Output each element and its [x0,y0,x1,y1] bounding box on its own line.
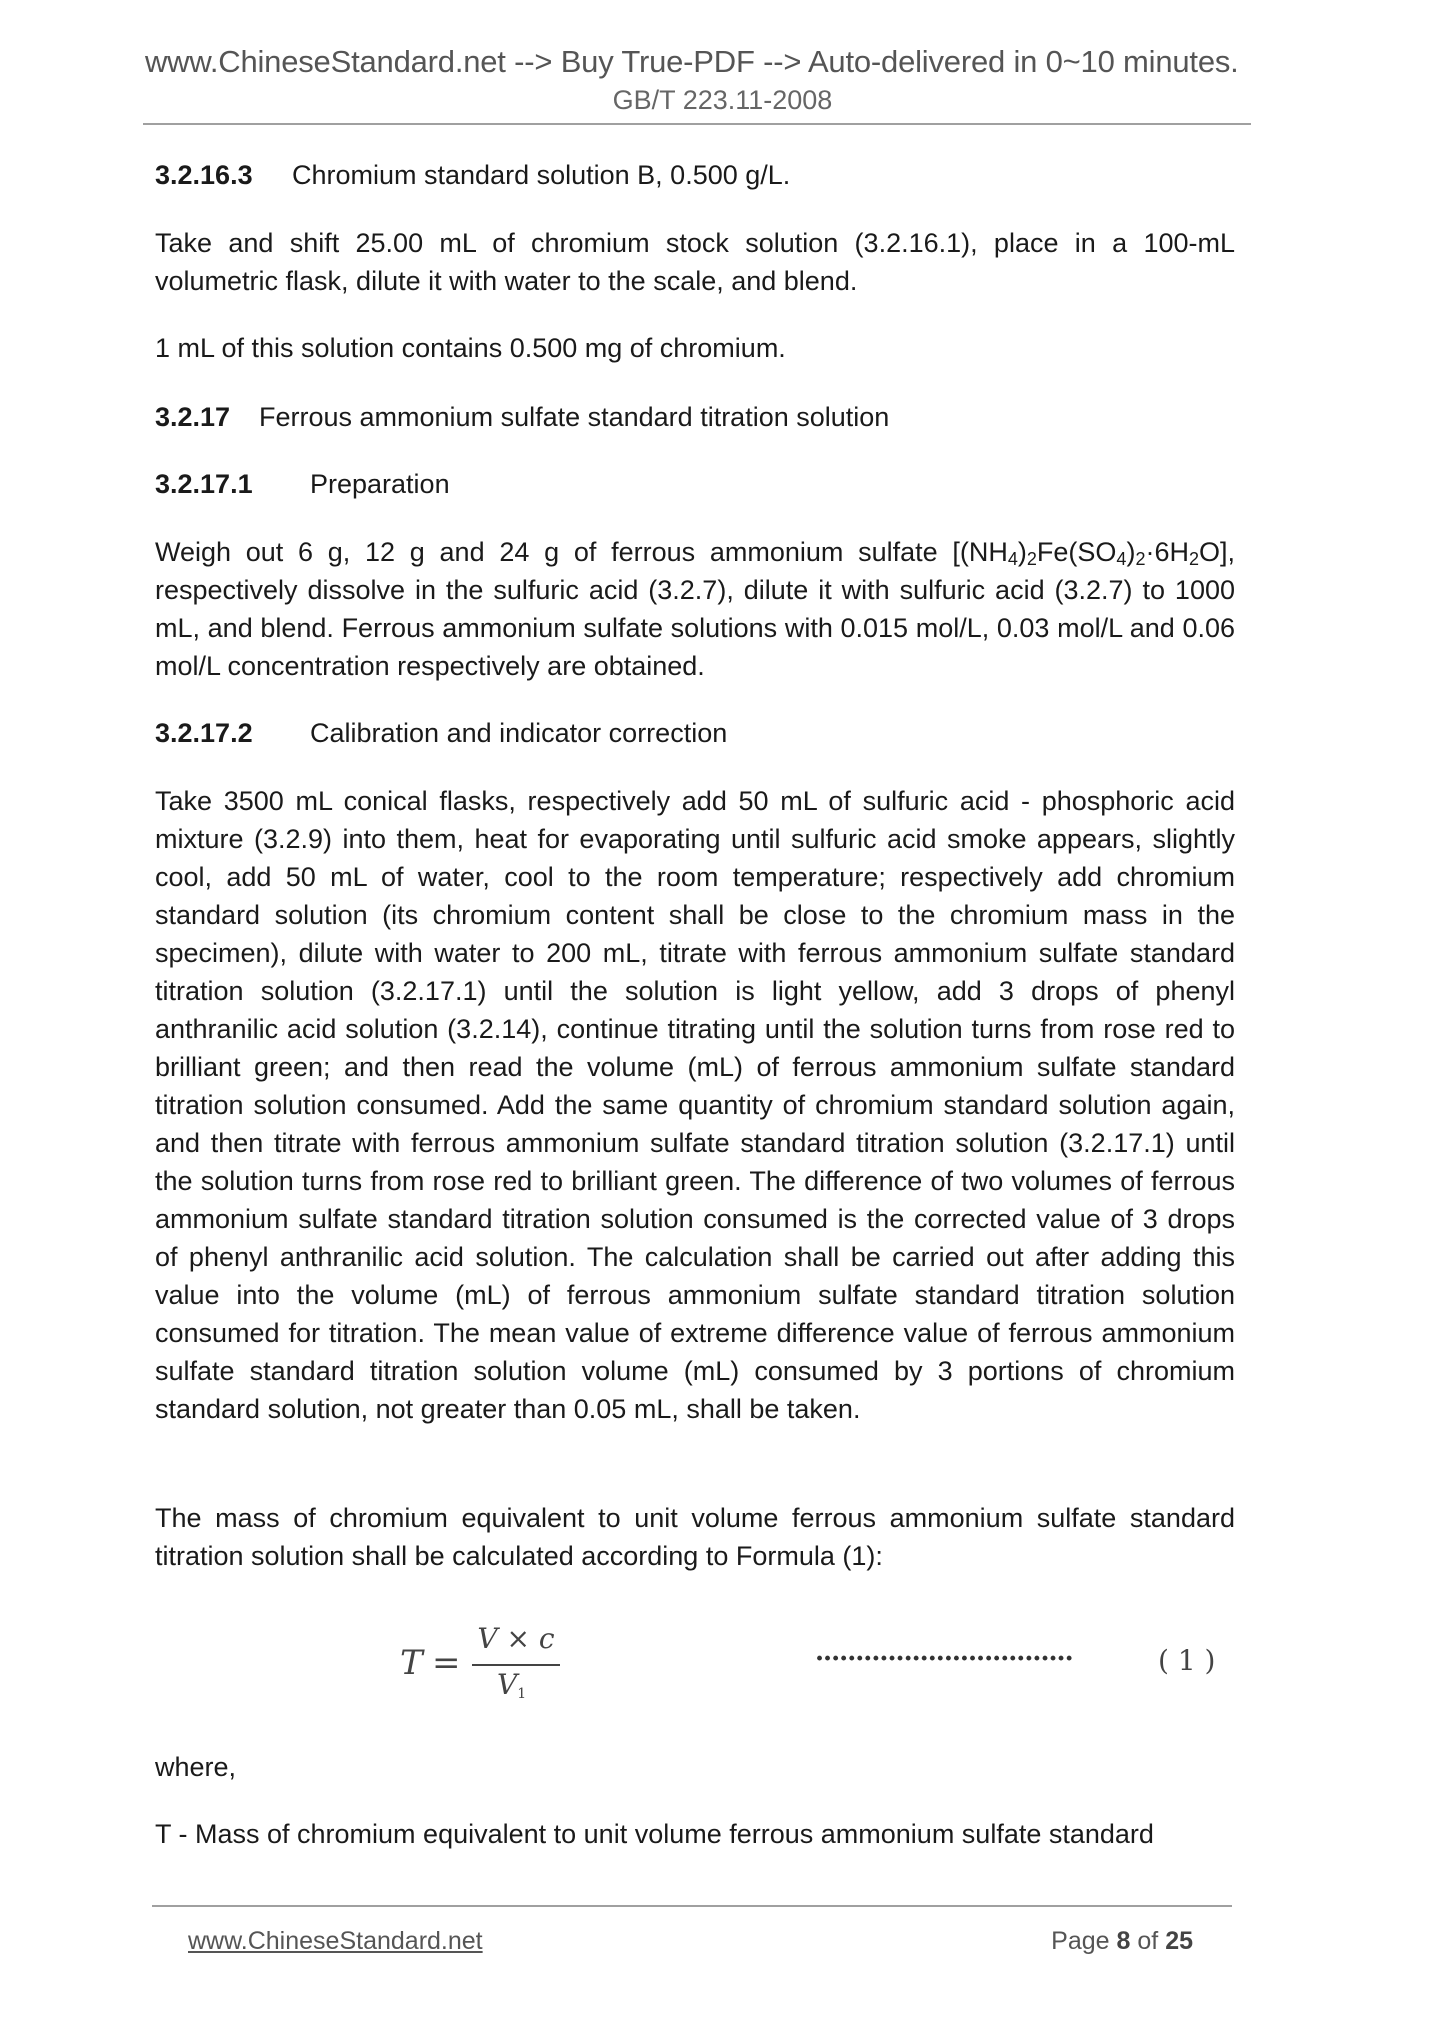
paragraph: Take and shift 25.00 mL of chromium stock solution (3.2.16.1), place in a 100-mL volumetric flask, dilute it with water to the scale, and blend. [155,228,1235,296]
denominator-symbol: V [497,1668,518,1701]
subscript: 1 [517,1686,527,1702]
section-number: 3.2.17.2 [155,718,253,748]
section-number: 3.2.17 [155,402,231,432]
subscript: 2 [1135,549,1146,569]
section-title: Ferrous ammonium sulfate standard titration solution [259,402,890,432]
subscript: 4 [1116,549,1127,569]
formula-lhs: T [400,1643,423,1683]
page-number [1051,1927,1193,1956]
total-pages: 25 [1165,1927,1193,1955]
section-title: Calibration and indicator correction [310,718,728,748]
formula-numerator: V × c [477,1622,555,1655]
paragraph: 1 mL of this solution contains 0.500 mg of chromium. [155,333,786,363]
of-label: of [1137,1927,1159,1955]
where-label: where, [155,1752,237,1782]
paragraph-calibration: Take 3500 mL conical flasks, respectively add 50 mL of sulfuric acid - phosphoric acid mixture (3.2.9) into them, heat for evaporating until sulfuric acid smoke appears, slightly cool, add 50 mL of water, cool to the room temperature; respectively add chromium standard solution (its chromium content shall be close to the chromium mass in the specimen), dilute with water to 200 mL, titrate with ferrous ammonium sulfate standard titration solution (3.2.17.1) until the solution is light yellow, add 3 drops of phenyl anthranilic acid solution (3.2.14), continue titrating until the solution turns from rose red to brilliant green; and then read the volume (mL) of ferrous ammonium sulfate standard titration solution consumed. Add the same quantity of chromium standard solution again, and then titrate with ferrous ammonium sulfate standard titration solution (3.2.17.1) until the solution turns from rose red to brilliant green. The difference of two volumes of ferrous ammonium sulfate standard titration solution consumed is the corrected value of 3 drops of phenyl anthranilic acid solution. The calculation shall be carried out after adding this value into the volume (mL) of ferrous ammonium sulfate standard titration solution consumed for titration. The mean value of extreme difference value of ferrous ammonium sulfate standard titration solution volume (mL) consumed by 3 portions of chromium standard solution, not greater than 0.05 mL, shall be taken. [155,786,1235,1424]
fraction-bar [472,1664,560,1666]
current-page: 8 [1116,1927,1131,1955]
formula-number: ( 1 ) [1158,1644,1216,1677]
formula-leader-dots: ································ [815,1644,1073,1674]
text: ·6H [1145,537,1189,567]
section-heading-3-2-17 [155,398,1235,436]
standard-code: GB/T 223.11-2008 [612,85,833,115]
paragraph: T - Mass of chromium equivalent to unit volume ferrous ammonium sulfate standard [155,1819,1154,1849]
text: ) [1017,537,1027,567]
formula-equals: = [432,1643,461,1683]
header-banner: www.ChineseStandard.net --> Buy True-PDF --> Auto-delivered in 0~10 minutes. [145,44,1239,79]
paragraph: The mass of chromium equivalent to unit volume ferrous ammonium sulfate standard titration solution shall be calculated according to Formula (1): [155,1503,1235,1571]
footer-website-link[interactable]: www.ChineseStandard.net [188,1927,483,1955]
subscript: 2 [1188,549,1199,569]
text: Fe(SO [1036,537,1117,567]
text: O], respectively dissolve in the sulfuric acid (3.2.7), dilute it with sulfuric acid (3.2.7) to 1000 mL, and blend. Ferrous ammonium sulfate solutions with 0.015 mol/L, 0.03 mol/L and 0.06 mol/L concentration respectively are obtained. [155,537,1235,681]
section-number: 3.2.16.3 [155,160,253,190]
subscript: 4 [1007,549,1018,569]
section-heading-3-2-17-1 [155,465,1235,503]
page-label: Page [1051,1927,1110,1955]
subscript: 2 [1026,549,1037,569]
formula-denominator [497,1668,526,1701]
section-title: Preparation [310,469,450,499]
section-number: 3.2.17.1 [155,469,253,499]
text: ) [1126,537,1136,567]
header-divider [143,123,1251,125]
section-heading-3-2-17-2 [155,714,1235,752]
section-heading-3-2-16-3 [155,156,1235,194]
text: Weigh out 6 g, 12 g and 24 g of ferrous ammonium sulfate [(NH [155,537,1008,567]
footer-divider [152,1905,1232,1907]
paragraph-preparation [155,533,1235,685]
section-title: Chromium standard solution B, 0.500 g/L. [292,160,791,190]
